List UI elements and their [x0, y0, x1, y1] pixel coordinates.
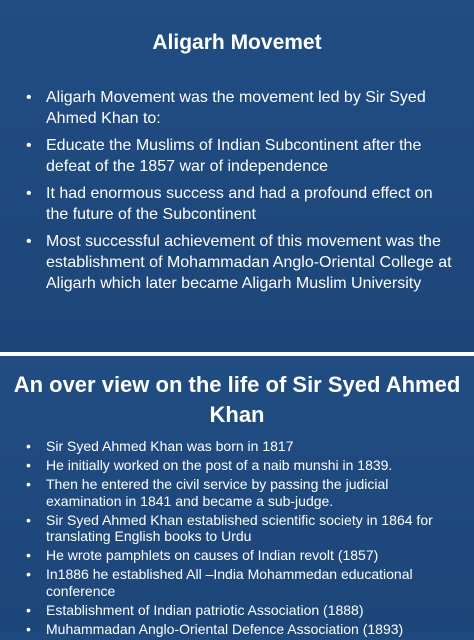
list-item-text: Sir Syed Ahmed Khan established scientific society in 1864 for translating English books to Urdu: [46, 511, 433, 544]
bullet-icon: •: [26, 137, 32, 154]
list-item-text: He initially worked on the post of a naib munshi in 1839.: [46, 457, 393, 473]
bullet-icon: •: [26, 233, 32, 250]
bullet-list: [26, 438, 466, 640]
bullet-icon: •: [26, 620, 31, 637]
bullet-icon: •: [26, 566, 31, 582]
list-item: [26, 476, 466, 509]
list-item-text: He wrote pamphlets on causes of Indian revolt (1857): [46, 547, 379, 563]
bullet-icon: •: [26, 476, 31, 492]
bullet-icon: •: [26, 185, 32, 202]
list-item: [26, 547, 466, 564]
list-item-text: It had enormous success and had a profound effect on the future of the Subcontinent: [46, 185, 433, 223]
bullet-icon: •: [26, 438, 31, 454]
slide-title: Aligarh Movemet: [152, 31, 322, 54]
list-item: [26, 457, 466, 474]
list-item: [26, 512, 466, 545]
list-item: [26, 87, 456, 129]
bullet-icon: •: [26, 547, 31, 563]
list-item: [26, 621, 466, 638]
slide-title: An over view on the life of Sir Syed Ahmed Khan: [13, 372, 461, 427]
list-item: [26, 566, 466, 599]
list-item-text: In1886 he established All –India Mohammedan educational conference: [46, 566, 413, 599]
list-item: [26, 602, 466, 619]
bullet-icon: •: [26, 457, 31, 473]
bullet-icon: •: [26, 511, 31, 528]
list-item-text: Educate the Muslims of Indian Subcontinent after the defeat of the 1857 war of independence: [46, 137, 422, 175]
list-item-text: Aligarh Movement was the movement led by Sir Syed Ahmed Khan to:: [46, 89, 426, 127]
list-item: [26, 438, 466, 455]
list-item: [26, 183, 456, 225]
list-item-text: Then he entered the civil service by passing the judicial examination in 1841 and became a sub-judge.: [46, 476, 389, 509]
bullet-icon: •: [26, 89, 32, 106]
list-item-text: Muhammadan Anglo-Oriental Defence Association (1893): [46, 620, 404, 637]
list-item-text: Sir Syed Ahmed Khan was born in 1817: [46, 438, 294, 454]
list-item-text: Most successful achievement of this movement was the establishment of Mohammadan Anglo-Oriental College at Aligarh which later became Aligarh Muslim University: [46, 233, 452, 292]
bullet-icon: •: [26, 601, 31, 618]
bullet-list: [26, 87, 456, 300]
slide-sir-syed-overview: [0, 356, 474, 637]
list-item: [26, 135, 456, 177]
list-item: [26, 231, 456, 294]
list-item-text: Establishment of Indian patriotic Association (1888): [46, 601, 364, 618]
